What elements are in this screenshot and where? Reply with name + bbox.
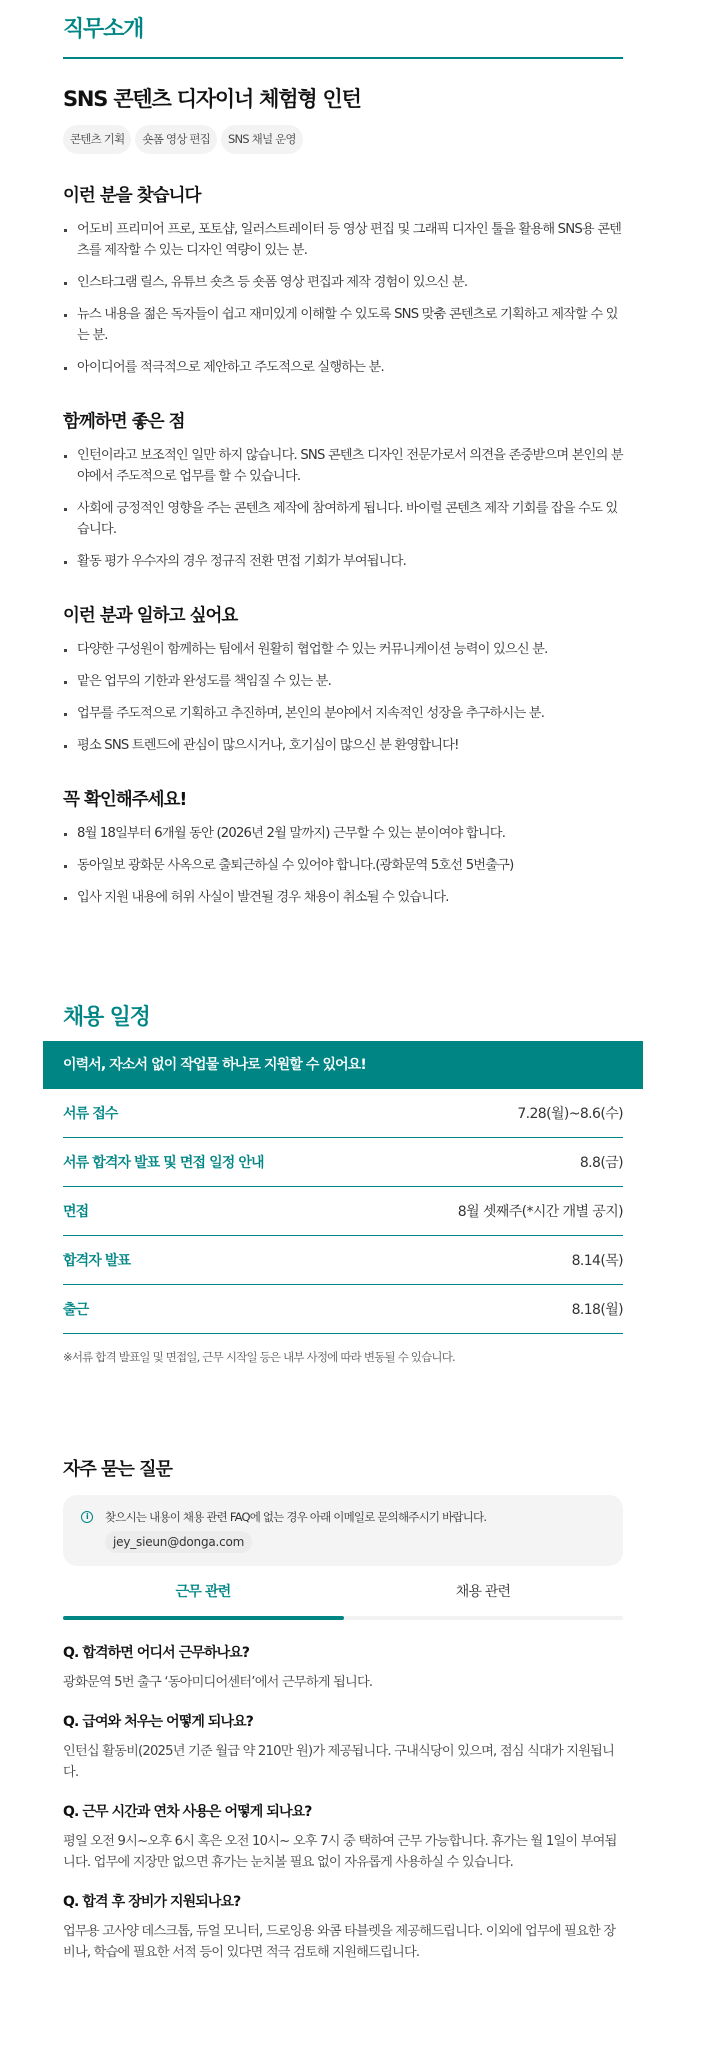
requirements-block: [63, 182, 623, 378]
schedule-value: 8.8(금): [579, 1155, 623, 1171]
schedule-row: [63, 1236, 623, 1285]
faq-list: [63, 1642, 623, 1963]
schedule-label: 면접: [63, 1204, 89, 1220]
faq-title: 자주 묻는 질문: [63, 1459, 172, 1480]
info-icon: i: [81, 1511, 93, 1523]
faq-answer: 평일 오전 9시~오후 6시 혹은 오전 10시~ 오후 7시 중 택하여 근무 가능합니다. 휴가는 월 1일이 부여됩니다. 업무에 지장만 없으면 휴가는 눈치볼 필요 없이 자유롭게 사용하실 수 있습니다.: [63, 1834, 617, 1870]
schedule-table: [63, 1089, 623, 1365]
job-title: SNS 콘텐츠 디자이너 체험형 인턴: [63, 87, 361, 111]
list-item: 인턴이라고 보조적인 일만 하지 않습니다. SNS 콘텐츠 디자인 전문가로서 의견을 존중받으며 본인의 분야에서 주도적으로 업무를 할 수 있습니다.: [63, 445, 623, 487]
faq-answer: 광화문역 5번 출구 ‘동아미디어센터’에서 근무하게 됩니다.: [63, 1675, 373, 1690]
list-item: 입사 지원 내용에 허위 사실이 발견될 경우 채용이 취소될 수 있습니다.: [63, 887, 623, 908]
list-item: 어도비 프리미어 프로, 포토샵, 일러스트레이터 등 영상 편집 및 그래픽 디자인 툴을 활용해 SNS용 콘텐츠를 제작할 수 있는 디자인 역량이 있는 분.: [63, 219, 623, 261]
faq-section: [63, 1455, 623, 1963]
schedule-row: [63, 1285, 623, 1334]
section-title-schedule: 채용 일정: [63, 1005, 150, 1030]
schedule-label: 합격자 발표: [63, 1253, 131, 1269]
schedule-value: 8.18(월): [571, 1302, 623, 1318]
tab-indicator-track: [63, 1616, 623, 1620]
schedule-note: ※서류 합격 발표일 및 면접일, 근무 시작일 등은 내부 사정에 따라 변동될 수 있습니다.: [63, 1350, 455, 1364]
faq-tabs: [63, 1572, 623, 1612]
schedule-row: [63, 1089, 623, 1138]
faq-question: Q. 급여와 처우는 어떻게 되나요?: [63, 1714, 254, 1730]
tag: SNS 채널 운영: [221, 125, 303, 154]
list-item: 맡은 업무의 기한과 완성도를 책임질 수 있는 분.: [63, 671, 623, 692]
faq-answer: 업무용 고사양 데스크톱, 듀얼 모니터, 드로잉용 와콤 타블렛을 제공해드립니다. 이외에 업무에 필요한 장비나, 학습에 필요한 서적 등이 있다면 적극 검토해 지원해드립니다.: [63, 1924, 616, 1960]
list-item: 활동 평가 우수자의 경우 정규직 전환 면접 기회가 부여됩니다.: [63, 551, 623, 572]
list-item: 다양한 구성원이 함께하는 팀에서 원활히 협업할 수 있는 커뮤니케이션 능력이 있으신 분.: [63, 639, 623, 660]
contact-email[interactable]: jey_sieun@donga.com: [105, 1531, 252, 1553]
schedule-label: 출근: [63, 1302, 89, 1318]
section-title-intro: 직무소개: [63, 17, 144, 42]
faq-question: Q. 합격하면 어디서 근무하나요?: [63, 1645, 250, 1661]
faq-question: Q. 합격 후 장비가 지원되나요?: [63, 1894, 241, 1910]
tab-work[interactable]: 근무 관련: [175, 1584, 231, 1600]
block-heading: 함께하면 좋은 점: [63, 412, 185, 432]
benefits-block: [63, 408, 623, 572]
tab-recruitment[interactable]: 채용 관련: [455, 1584, 511, 1600]
list-item: 아이디어를 적극적으로 제안하고 주도적으로 실행하는 분.: [63, 357, 623, 378]
faq-question: Q. 근무 시간과 연차 사용은 어떻게 되나요?: [63, 1804, 312, 1820]
schedule-value: 8월 셋째주(*시간 개별 공지): [457, 1204, 623, 1220]
faq-item: [63, 1711, 623, 1783]
schedule-value: 8.14(목): [571, 1253, 623, 1269]
schedule-label: 서류 접수: [63, 1106, 118, 1122]
bullet-list: [63, 445, 623, 572]
faq-answer: 인턴십 활동비(2025년 기준 월급 약 210만 원)가 제공됩니다. 구내식당이 있으며, 점심 식대가 지원됩니다.: [63, 1744, 615, 1780]
tag-list: [63, 125, 623, 154]
job-intro-section: [63, 0, 623, 908]
list-item: 동아일보 광화문 사옥으로 출퇴근하실 수 있어야 합니다.(광화문역 5호선 5번출구): [63, 855, 623, 876]
bullet-list: [63, 639, 623, 756]
block-heading: 꼭 확인해주세요!: [63, 790, 187, 810]
schedule-row: [63, 1138, 623, 1187]
tag: 콘텐츠 기획: [63, 125, 131, 154]
list-item: 사회에 긍정적인 영향을 주는 콘텐츠 제작에 참여하게 됩니다. 바이럴 콘텐츠 제작 기회를 잡을 수도 있습니다.: [63, 498, 623, 540]
list-item: 8월 18일부터 6개월 동안 (2026년 2월 말까지) 근무할 수 있는 분이여야 합니다.: [63, 823, 623, 844]
tag: 숏폼 영상 편집: [135, 125, 217, 154]
list-item: 업무를 주도적으로 기획하고 추진하며, 본인의 분야에서 지속적인 성장을 추구하시는 분.: [63, 703, 623, 724]
faq-item: [63, 1801, 623, 1873]
section-divider: [63, 57, 623, 59]
block-heading: 이런 분을 찾습니다: [63, 186, 201, 206]
notice-block: [63, 786, 623, 908]
bullet-list: [63, 823, 623, 908]
schedule-banner: 이력서, 자소서 없이 작업물 하나로 지원할 수 있어요!: [43, 1041, 643, 1089]
list-item: 평소 SNS 트렌드에 관심이 많으시거나, 호기심이 많으신 분 환영합니다!: [63, 735, 623, 756]
bullet-list: [63, 219, 623, 378]
faq-item: [63, 1642, 623, 1693]
ideal-candidate-block: [63, 602, 623, 756]
list-item: 뉴스 내용을 젊은 독자들이 쉽고 재미있게 이해할 수 있도록 SNS 맞춤 콘텐츠로 기획하고 제작할 수 있는 분.: [63, 304, 623, 346]
faq-notice-text: 찾으시는 내용이 채용 관련 FAQ에 없는 경우 아래 이메일로 문의해주시기 바랍니다.: [105, 1510, 487, 1524]
block-heading: 이런 분과 일하고 싶어요: [63, 606, 238, 626]
schedule-label: 서류 합격자 발표 및 면접 일정 안내: [63, 1155, 264, 1171]
faq-notice-box: [63, 1495, 623, 1566]
list-item: 인스타그램 릴스, 유튜브 숏츠 등 숏폼 영상 편집과 제작 경험이 있으신 분.: [63, 272, 623, 293]
tab-active-indicator: [63, 1616, 344, 1620]
faq-item: [63, 1891, 623, 1963]
schedule-value: 7.28(월)~8.6(수): [517, 1106, 623, 1122]
schedule-row: [63, 1187, 623, 1236]
schedule-section: [0, 1000, 726, 1365]
